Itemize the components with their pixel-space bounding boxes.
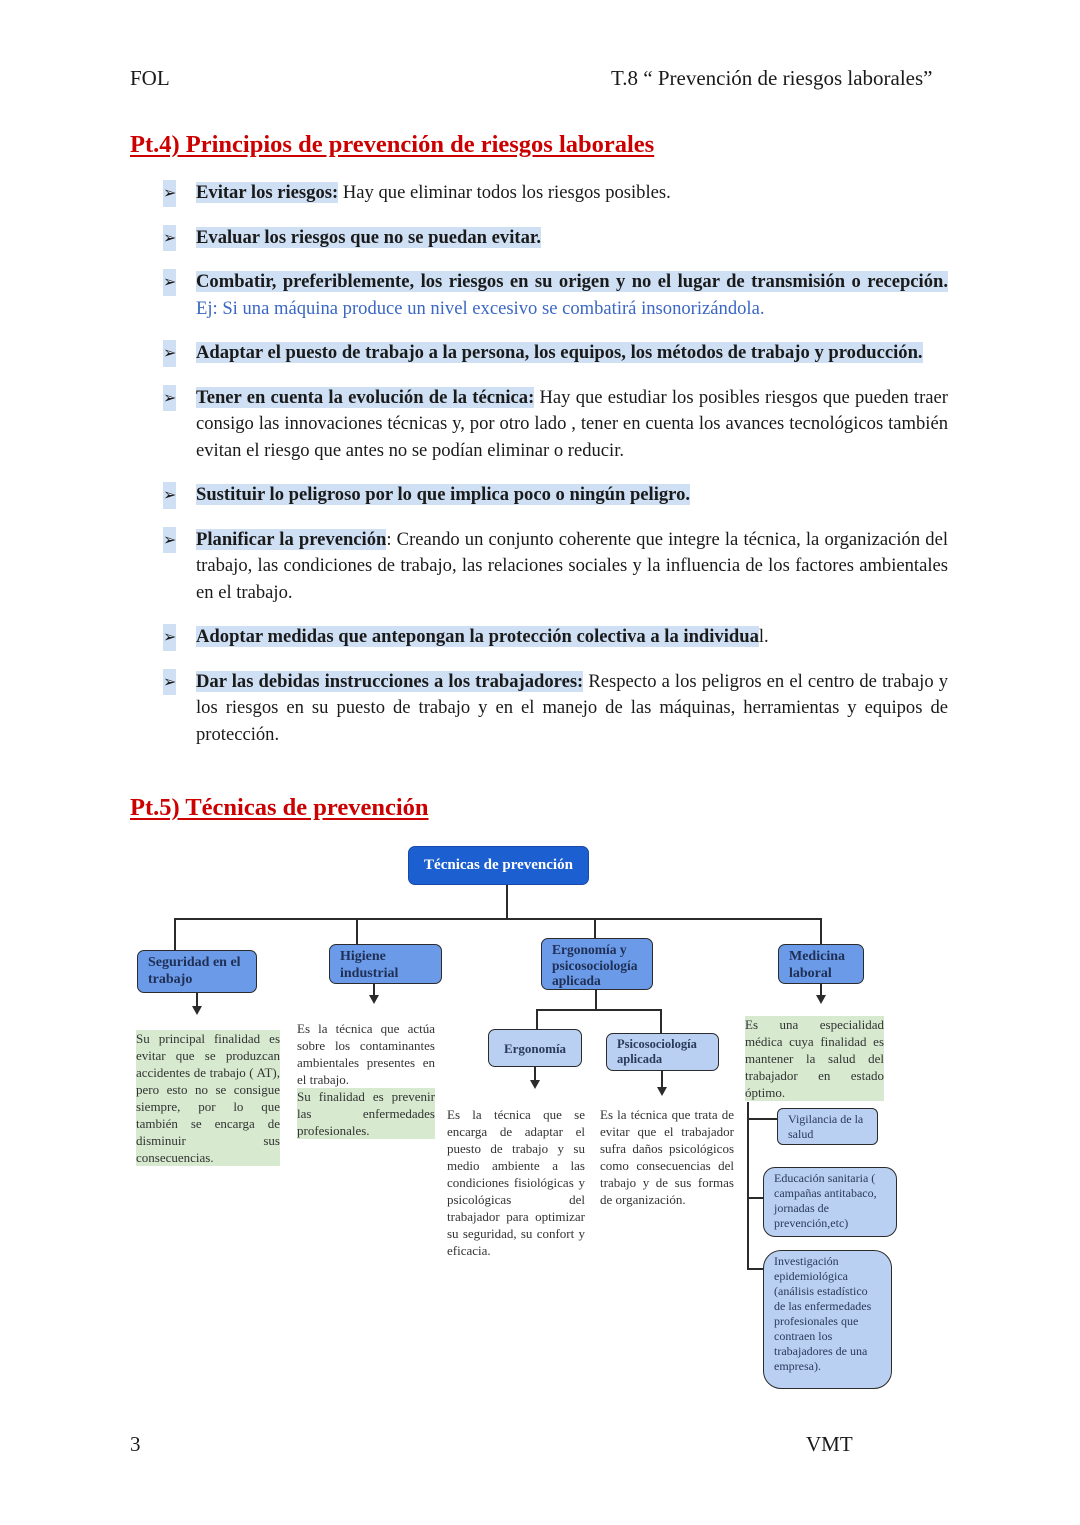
ergonomia-node: Ergonomía [488,1029,582,1067]
footer-author: VMT [806,1432,853,1456]
connector [536,1009,538,1029]
section-5-title: Pt.5) Técnicas de prevención [130,794,429,821]
list-item [163,225,948,252]
connector [196,993,198,1007]
list-item [163,527,948,607]
item-bold: Tener en cuenta la evolución de la técnica: [196,386,535,408]
list-item [163,269,948,322]
item-bold: Dar las debidas instrucciones a los trabajadores: [196,670,584,692]
item-bold: Evitar los riesgos: [196,182,339,203]
header-right: T.8 “ Prevención de riesgos laborales” [611,66,933,90]
connector [174,918,176,950]
item-text: Hay que eliminar todos los riesgos posibles. [338,182,671,203]
item-bold: Sustituir lo peligroso por lo que implica poco o ningún peligro. [196,484,691,505]
medicina-desc: Es una especialidad médica cuya finalidad es mantener la salud del trabajador en estado óptimo. [745,1017,884,1100]
medicina-node: Medicina laboral [778,944,864,984]
vigilancia-node: Vigilancia de la salud [777,1108,878,1145]
list-item [163,385,948,465]
connector [747,1197,763,1199]
arrow-down-icon [192,1006,202,1015]
higiene-desc: Es la técnica que actúa sobre los contaminantes ambientales presentes en el trabajo. [297,1021,435,1087]
connector [820,984,822,996]
arrow-bullet-icon: ➢ [163,624,176,651]
arrow-down-icon [530,1080,540,1089]
connector [747,1268,763,1270]
seguridad-node: Seguridad en el trabajo [137,950,257,993]
connector [747,1118,777,1120]
connector [661,1071,663,1088]
ergonomia-desc: Es la técnica que se encarga de adaptar el puesto de trabajo y su medio ambiente a las condiciones fisiológicas y psicológicas del trabajador para optimizar su seguridad, su confort y eficacia. [447,1107,585,1258]
list-item [163,624,948,651]
educacion-node: Educación sanitaria ( campañas antitabaco, jornadas de prevención,etc) [763,1167,897,1237]
item-text: : Creando un conjunto coherente que integre la técnica, la organización del trabajo, las condiciones de trabajo, las relaciones sociales y la influencia de los factores ambientales en el trabajo. [196,528,948,603]
arrow-bullet-icon: ➢ [163,269,176,296]
arrow-down-icon [369,995,379,1004]
connector [660,1009,662,1033]
item-bold: Combatir, preferiblemente, los riesgos en su origen y no el lugar de transmisión o recepción. [196,271,948,292]
connector [174,918,822,920]
seguridad-desc: Su principal finalidad es evitar que se produzcan accidentes de trabajo ( AT), pero esto no se consigue siempre, por lo que también se encarga de disminuir sus consecuencias. [136,1031,280,1165]
item-text: l. [758,626,769,647]
list-item [163,669,948,749]
arrow-bullet-icon: ➢ [163,180,176,207]
arrow-bullet-icon: ➢ [163,482,176,509]
page-number: 3 [130,1432,141,1456]
item-text: Hay que estudiar los posibles riesgos que pueden traer consigo las innovaciones técnicas y, por otro lado , tener en cuenta los avances tecnológicos también evitan el riesgo que antes no se podían eliminar o reducir. [196,386,948,461]
higiene-desc-2: Su finalidad es prevenir las enfermedades profesionales. [297,1089,435,1138]
item-bold: Planificar la prevención [196,528,387,550]
arrow-bullet-icon: ➢ [163,385,176,412]
item-example: Ej: Si una máquina produce un nivel excesivo se combatirá insonorizándola. [196,297,765,319]
connector [747,1102,749,1270]
arrow-bullet-icon: ➢ [163,340,176,367]
arrow-down-icon [657,1087,667,1096]
principles-list [163,180,948,748]
psicosociologia-node: Psicosociología aplicada [606,1033,719,1071]
connector [594,918,596,938]
connector [820,918,822,944]
connector [373,984,375,996]
list-item [163,180,948,207]
arrow-bullet-icon: ➢ [163,669,176,696]
section-4-title: Pt.4) Principios de prevención de riesgos laborales [130,131,655,158]
list-item [163,340,948,367]
item-bold: Evaluar los riesgos que no se puedan evitar. [196,226,542,248]
ergonomia-psico-node: Ergonomía y psicosociología aplicada [541,938,653,990]
connector [534,1067,536,1081]
higiene-node: Higiene industrial [329,944,442,984]
list-item [163,482,948,509]
psicosociologia-desc: Es la técnica que trata de evitar que el trabajador sufra daños psicológicos como consecuencias del trabajo y de sus formas de organización. [600,1107,734,1207]
arrow-bullet-icon: ➢ [163,527,176,554]
connector [356,918,358,944]
arrow-down-icon [816,995,826,1004]
item-bold: Adoptar medidas que antepongan la protección colectiva a la individua [196,626,759,647]
root-node: Técnicas de prevención [408,846,589,885]
connector [536,1009,662,1011]
connector [506,885,508,919]
investigacion-node: Investigación epidemiológica (análisis estadístico de las enfermedades profesionales que contraen los trabajadores de una empresa). [763,1250,892,1389]
item-text: Respecto a los peligros en el centro de trabajo y los riesgos en su puesto de trabajo y en el manejo de las máquinas, herramientas y equipos de protección. [196,670,948,745]
item-bold: Adaptar el puesto de trabajo a la persona, los equipos, los métodos de trabajo y producción. [196,342,923,363]
header-left: FOL [130,66,170,90]
higiene-desc-block [297,1020,435,1139]
arrow-bullet-icon: ➢ [163,225,176,252]
connector [595,990,597,1010]
